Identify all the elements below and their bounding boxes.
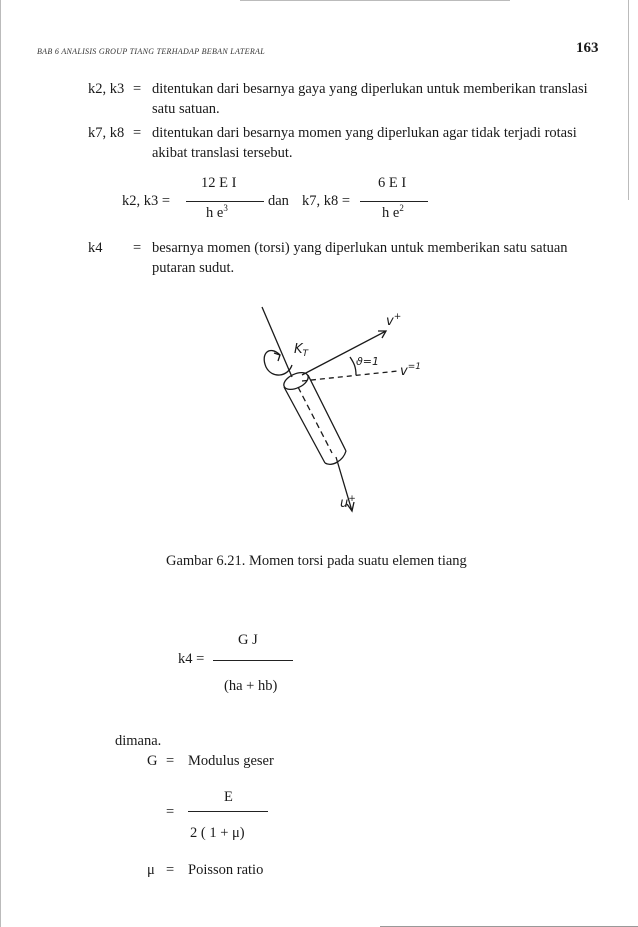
mu-definition: Poisson ratio [188,862,264,878]
formula-k23-lhs: k2, k3 = [122,193,171,209]
top-scan-edge [240,0,510,1]
running-header: BAB 6 ANALISIS GROUP TIANG TERHADAP BEBAN LATERAL [37,47,265,56]
def-k78-line1: ditentukan dari besarnya momen yang diperlukan agar tidak terjadi rotasi [152,125,577,141]
g-eq-2: = [166,804,175,820]
page-number: 163 [576,40,599,56]
formula-connector: dan [268,193,289,209]
formula-k23-fraction-bar [186,201,264,202]
g-definition: Modulus geser [188,753,274,769]
def-k4-line2: putaran sudut. [152,260,235,276]
g-term: G [147,753,158,769]
upper-axis-line [262,307,292,377]
left-scan-edge [0,0,1,927]
formula-k78-denominator: h $e^2$ [382,203,404,221]
pile-right-edge [308,375,346,451]
def-k4-eq: = [133,240,142,256]
theta-label: ϑ=1 [356,355,380,368]
def-k4-line1: besarnya momen (torsi) yang diperlukan untuk memberikan satu satuan [152,240,568,256]
figure-caption: Gambar 6.21. Momen torsi pada suatu elemen tiang [166,553,467,569]
formula-k4-numerator: G J [238,632,258,648]
v-top-label: v+ [386,312,402,329]
reference-dashed-line [302,371,398,381]
def-k4-term: k4 [88,240,103,256]
formula-k78-numerator: 6 E I [378,175,407,191]
torsion-arrowhead [274,353,280,361]
def-k78-line2: akibat translasi tersebut. [152,145,293,161]
torsion-stiffness-label: $K_T$ [294,342,309,359]
v-mid-label: $v^{=1}$ [400,362,421,379]
def-k23-line1: ditentukan dari besarnya gaya yang diperlukan untuk memberikan translasi [152,81,588,97]
def-k23-eq: = [133,81,142,97]
right-scan-edge [628,0,629,200]
formula-k23-numerator: 12 E I [201,175,237,191]
formula-k23-denominator: h $e^3$ [206,203,228,221]
u-bottom-label: u+ [340,494,356,511]
formula-k78-lhs: k7, k8 = [302,193,351,209]
pile-torsion-figure [230,295,440,525]
mu-eq: = [166,862,175,878]
g-fraction-denominator: 2 ( 1 + μ) [190,825,245,841]
rotated-element-line [302,331,386,375]
where-label: dimana. [115,733,162,749]
mu-term: μ [147,862,155,878]
formula-k4-fraction-bar [213,660,293,661]
def-k78-term: k7, k8 [88,125,125,141]
formula-k4-lhs: k4 = [178,651,205,667]
def-k23-line2: satu satuan. [152,101,220,117]
formula-k4-denominator: (ha + hb) [224,678,278,694]
g-fraction-numerator: E [224,789,233,805]
def-k78-eq: = [133,125,142,141]
def-k23-term: k2, k3 [88,81,125,97]
g-fraction-bar [188,811,268,812]
pile-bottom-curve [325,451,346,464]
formula-k78-fraction-bar [360,201,428,202]
g-eq: = [166,753,175,769]
